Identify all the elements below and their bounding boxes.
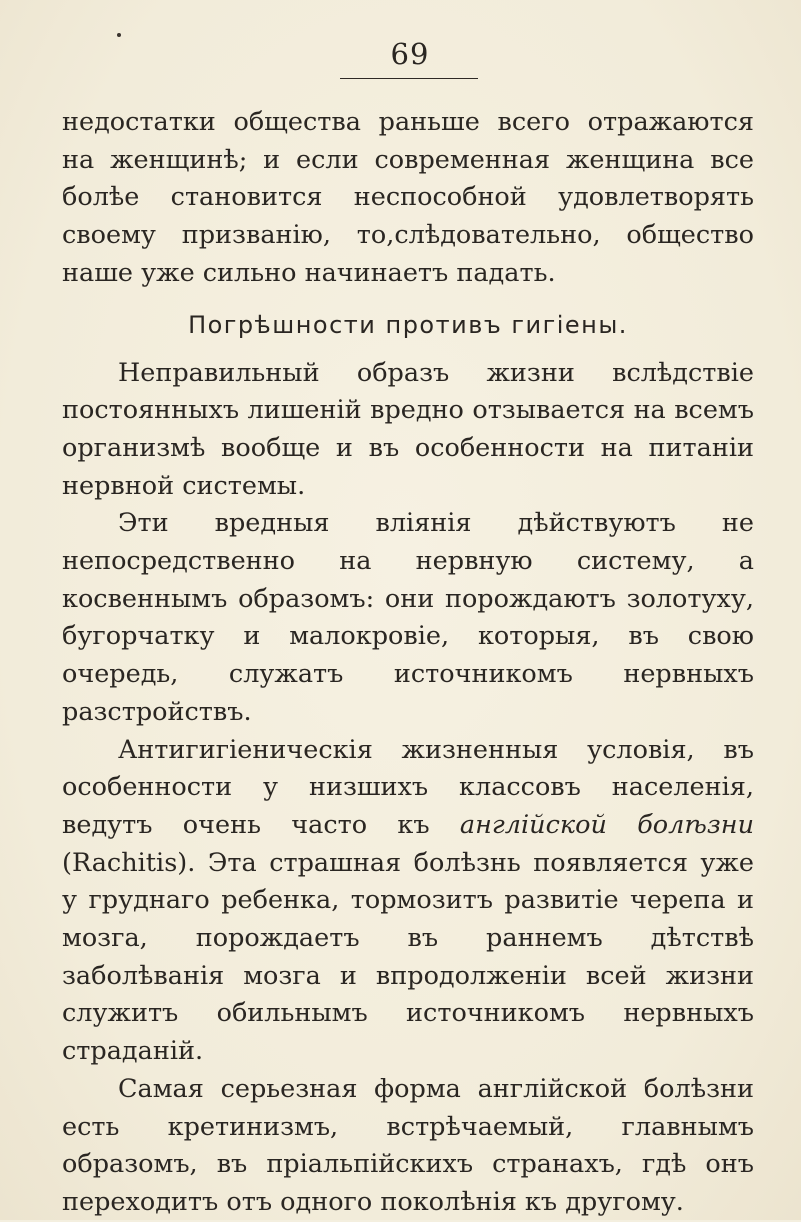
paragraph-2: Эти вредныя вліянія дѣйствуютъ не непосредственно на нервную систему, а косвеннымъ образомъ: они порождаютъ золотуху, бугорчатку и малокровіе, которыя, въ свою очередь, служатъ источникомъ нервныхъ разстройствъ. — [62, 508, 754, 727]
ink-speck — [117, 33, 121, 37]
paragraph-3-emphasis: англійской болѣзни — [459, 809, 754, 840]
page-number: 69 — [390, 37, 430, 71]
paragraph-4: Самая серьезная форма англійской болѣзни есть кретинизмъ, встрѣчаемый, главнымъ образомъ, въ пріальпійскихъ странахъ, гдѣ онъ переходитъ отъ одного поколѣнія къ другому. — [62, 1073, 754, 1217]
body-text — [62, 104, 754, 1222]
header-rule — [340, 78, 478, 79]
paragraph-3-end: (Rachitis). Эта страшная болѣзнь появляется уже у груднаго ребенка, тормозитъ развитіе черепа и мозга, порождаетъ въ раннемъ дѣтствѣ заболѣванія мозга и впродолженіи всей жизни служитъ обильнымъ источникомъ нервныхъ страданій. — [62, 847, 754, 1067]
paragraph-3-start: Антигигіеническія жизненныя условія, въ особенности у низшихъ классовъ населенія, ведутъ очень часто къ — [62, 734, 754, 840]
paragraph-1: Неправильный образъ жизни вслѣдствіе постоянныхъ лишеній вредно отзывается на всемъ организмѣ вообще и въ особенности на питаніи нервной системы. — [62, 357, 754, 501]
intro-paragraph: недостатки общества раньше всего отражаются на женщинѣ; и если современная женщина все болѣе становится неспособной удовлетворять своему призванію, то,слѣдовательно, общество наше уже сильно начинаетъ падать. — [62, 107, 754, 288]
section-heading: Погрѣшности противъ гигіены. — [188, 310, 628, 339]
paragraph-3 — [62, 732, 754, 1071]
